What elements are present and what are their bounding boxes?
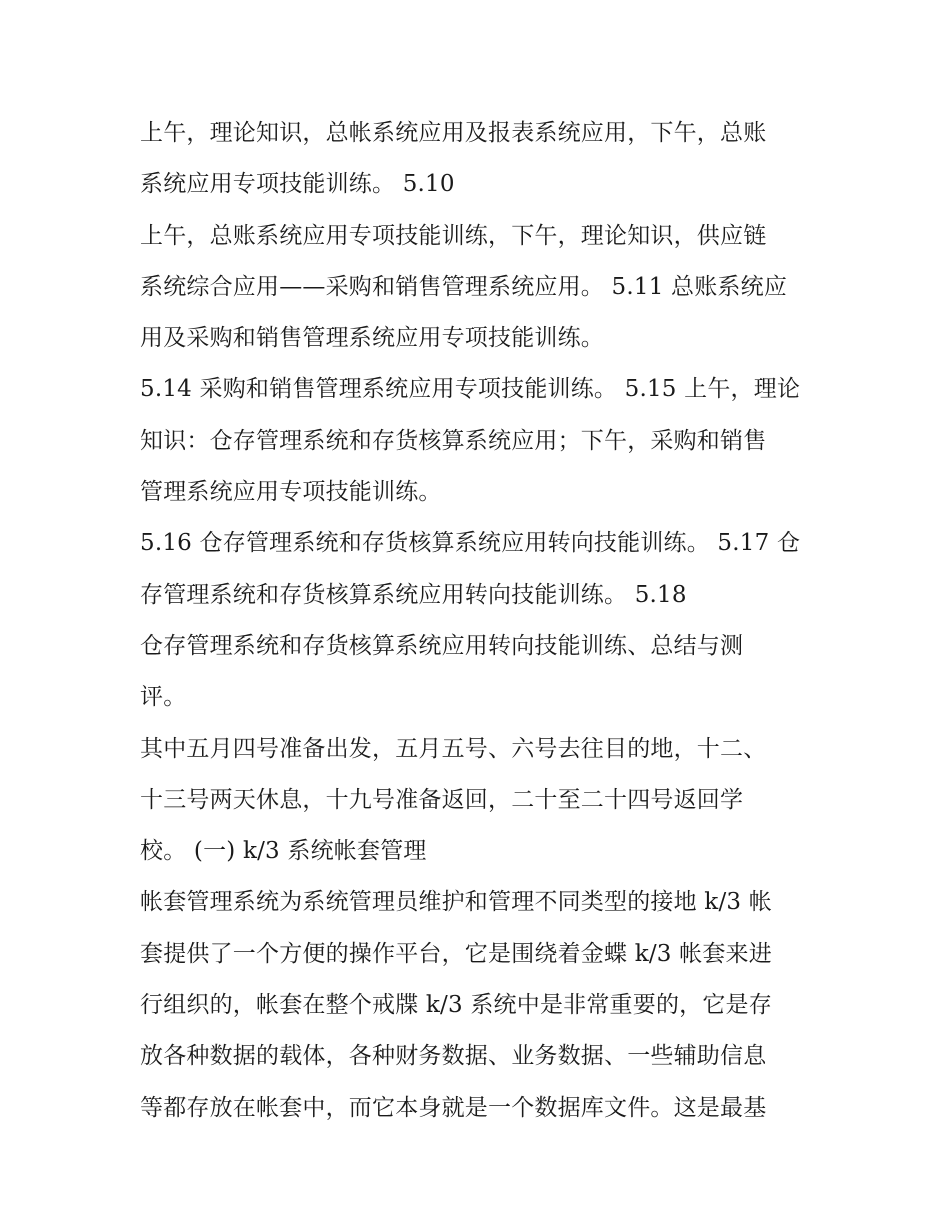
text-line: 上午，理论知识，总帐系统应用及报表系统应用，下午，总账 <box>140 120 767 146</box>
text-line: 十三号两天休息，十九号准备返回，二十至二十四号返回学 <box>140 786 744 813</box>
text-line: 评。 <box>140 684 187 711</box>
text-line: 套提供了一个方便的操作平台，它是围绕着金蝶 k/3 帐套来进 <box>140 940 772 967</box>
text-line: 存管理系统和存货核算系统应用转向技能训练。 5.18 <box>140 581 687 608</box>
text-line: 用及采购和销售管理系统应用专项技能训练。 <box>140 325 604 352</box>
text-line: 行组织的，帐套在整个戒牒 k/3 系统中是非常重要的，它是存 <box>140 992 772 1019</box>
text-line: 5.16 仓存管理系统和存货核算系统应用转向技能训练。 5.17 仓 <box>140 530 801 557</box>
text-line: 其中五月四号准备出发，五月五号、六号去往目的地，十二、 <box>140 735 767 762</box>
text-line: 帐套管理系统为系统管理员维护和管理不同类型的接地 k/3 帐 <box>140 889 772 916</box>
text-line: 上午，总账系统应用专项技能训练，下午，理论知识，供应链 <box>140 222 767 249</box>
text-line: 放各种数据的载体，各种财务数据、业务数据、一些辅助信息 <box>140 1043 767 1070</box>
text-line: 等都存放在帐套中，而它本身就是一个数据库文件。这是最基 <box>140 1094 767 1121</box>
text-line: 知识：仓存管理系统和存货核算系统应用；下午，采购和销售 <box>140 427 767 454</box>
text-line: 5.14 采购和销售管理系统应用专项技能训练。 5.15 上午，理论 <box>140 376 801 403</box>
document-body <box>140 108 820 1134</box>
text-line: 系统综合应用——采购和销售管理系统应用。 5.11 总账系统应 <box>140 273 788 300</box>
text-line: 管理系统应用专项技能训练。 <box>140 479 442 506</box>
text-line: 系统应用专项技能训练。 5.10 <box>140 171 455 198</box>
text-line: 仓存管理系统和存货核算系统应用转向技能训练、总结与测 <box>140 632 744 659</box>
text-line: 校。 (一) k/3 系统帐套管理 <box>140 838 427 865</box>
